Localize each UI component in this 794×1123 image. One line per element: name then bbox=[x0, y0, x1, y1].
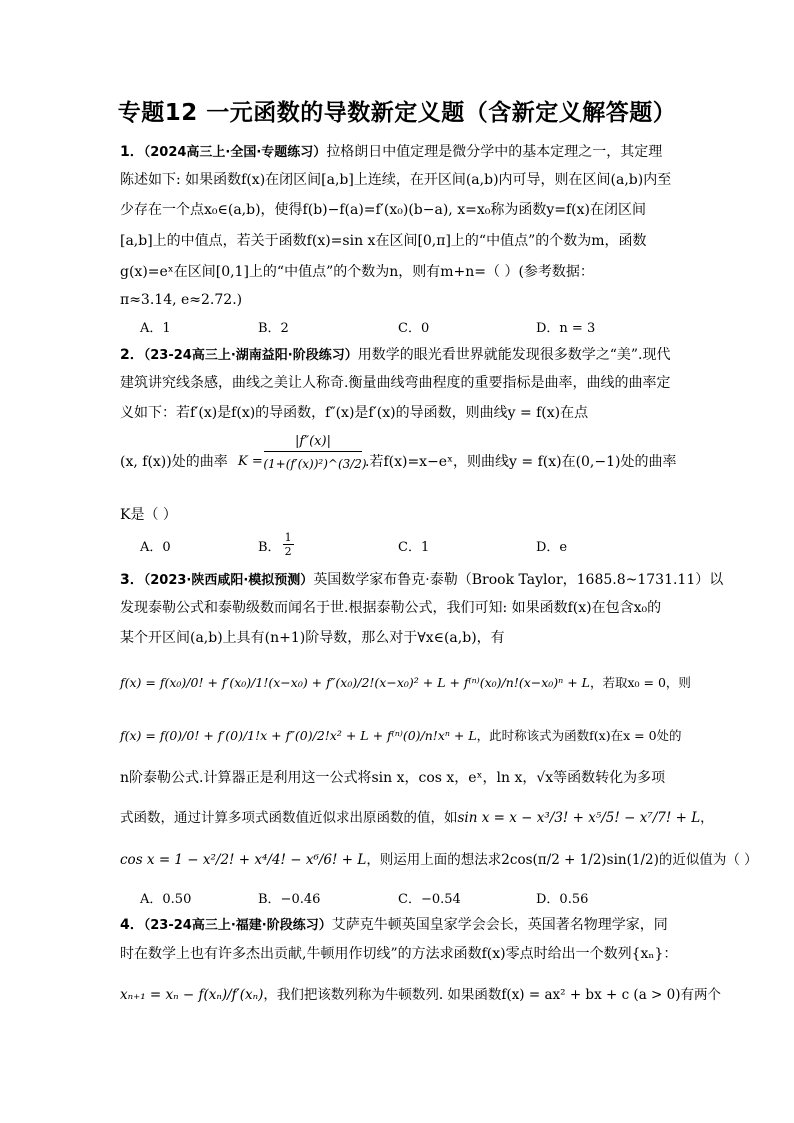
q4-line-2: 时在数学上也有许多杰出贡献,牛顿用作切线”的方法求函数f(x)零点时给出一个数列{xₙ}： bbox=[120, 946, 678, 962]
cos-series: cos x = 1 − x²/2! + x⁴/4! − x⁶/6! + L bbox=[120, 852, 367, 868]
q4-number: 4． bbox=[120, 917, 144, 933]
q2-text-4b: .若f(x)=x−eˣ，则曲线y = f(x)在(0,−1)处的曲率 bbox=[365, 454, 677, 470]
q1-line-5: g(x)=eˣ在区间[0,1]上的“中值点”的个数为n，则有m+n=（ ）(参考数据： bbox=[120, 264, 594, 280]
q1-text-1: 拉格朗日中值定理是微分学中的基本定理之一，其定理 bbox=[326, 144, 663, 160]
q2-number: 2． bbox=[120, 347, 144, 363]
q1-line-6: π≈3.14, e≈2.72.) bbox=[120, 292, 243, 308]
q1-line-4: [a,b]上的中值点，若关于函数f(x)=sin x在区间[0,π]上的“中值点”的个数为m，函数 bbox=[120, 233, 647, 249]
q4-source: （23-24高三上·福建·阶段练习） bbox=[143, 918, 332, 933]
q3-text-5b: ， bbox=[700, 810, 714, 826]
q1-option-d[interactable]: D．n = 3 bbox=[536, 321, 596, 336]
q3-text-6: ，则运用上面的想法求2cos(π/2 + 1/2)sin(1/2)的近似值为（ ） bbox=[366, 852, 758, 868]
q3-line-6 bbox=[120, 850, 758, 870]
q3-formula-1 bbox=[120, 673, 691, 693]
curvature-lhs: K = bbox=[238, 454, 263, 469]
q3-text-5a: 式函数，通过计算多项式函数值近似求出原函数的值，如 bbox=[120, 810, 458, 826]
q3-number: 3． bbox=[120, 572, 144, 588]
q2-option-a[interactable]: A．0 bbox=[140, 540, 171, 555]
newton-iteration: xₙ₊₁ = xₙ − f(xₙ)/f′(xₙ) bbox=[120, 987, 264, 1003]
q3-line-2: 发现泰勒公式和泰勒级数而闻名于世.根据泰勒公式，我们可知: 如果函数f(x)在包含x₀的 bbox=[120, 600, 662, 616]
q2-line-4 bbox=[120, 434, 680, 472]
q1-line-3: 少存在一个点x₀∈(a,b)，使得f(b)−f(a)=f′(x₀)(b−a), x=x₀称为函数y=f(x)在闭区间 bbox=[120, 202, 646, 218]
q3-option-d[interactable]: D．0.56 bbox=[536, 892, 589, 907]
page-title: 专题12 一元函数的导数新定义题（含新定义解答题） bbox=[117, 100, 677, 126]
taylor-formula: f(x) = f(x₀)/0! + f′(x₀)/1!(x−x₀) + f″(x₀)/2!(x−x₀)² + L + f⁽ⁿ⁾(x₀)/n!(x−x₀)ⁿ + L bbox=[120, 675, 590, 690]
q2-option-b-num: 1 bbox=[284, 531, 292, 544]
q4-line-3 bbox=[120, 985, 721, 1005]
q2-option-b-label: B． bbox=[258, 540, 281, 555]
q1-number: 1． bbox=[120, 144, 144, 160]
q1-line-1 bbox=[120, 142, 680, 163]
q2-line-2: 建筑讲究线条感，曲线之美让人称奇.衡量曲线弯曲程度的重要指标是曲率，曲线的曲率定 bbox=[120, 375, 671, 391]
q2-option-b-fraction bbox=[283, 531, 294, 558]
q3-text-1: 英国数学家布鲁克·泰勒（Brook Taylor，1685.8~1731.11）以 bbox=[313, 572, 724, 588]
q2-text-4a: (x, f(x))处的曲率 bbox=[120, 454, 228, 470]
q3-option-c[interactable]: C．−0.54 bbox=[398, 892, 461, 907]
q3-line-5 bbox=[120, 808, 714, 828]
q2-option-d[interactable]: D．e bbox=[536, 540, 568, 555]
q3-line-3: 某个开区间(a,b)上具有(n+1)阶导数，那么对于∀x∈(a,b)，有 bbox=[120, 630, 505, 646]
q1-option-c[interactable]: C．0 bbox=[398, 321, 430, 336]
maclaurin-formula: f(x) = f(0)/0! + f′(0)/1!x + f″(0)/2!x² + L + f⁽ⁿ⁾(0)/n!xⁿ + L bbox=[120, 728, 477, 743]
q1-option-b[interactable]: B．2 bbox=[258, 321, 289, 336]
q4-line-1 bbox=[120, 915, 680, 936]
q1-line-2: 陈述如下: 如果函数f(x)在闭区间[a,b]上连续，在开区间(a,b)内可导，则在区间(a,b)内至 bbox=[120, 172, 672, 188]
q2-source: （23-24高三上·湖南益阳·阶段练习） bbox=[143, 348, 358, 363]
q3-option-a[interactable]: A．0.50 bbox=[140, 892, 192, 907]
curvature-denominator: (1+(f′(x))²)^(3/2) bbox=[263, 457, 367, 471]
q2-option-b[interactable] bbox=[258, 531, 296, 558]
q3-line-4: n阶泰勒公式.计算器正是利用这一公式将sin x，cos x，eˣ，ln x，√x等函数转化为多项 bbox=[120, 770, 666, 786]
q2-option-c[interactable]: C．1 bbox=[398, 540, 430, 555]
q3-option-b[interactable]: B．−0.46 bbox=[258, 892, 321, 907]
q2-line-1 bbox=[120, 345, 680, 366]
curvature-numerator: |f″(x)| bbox=[295, 434, 331, 449]
curvature-fraction-bar bbox=[264, 451, 362, 452]
q2-line-5: K是（ ） bbox=[120, 507, 177, 523]
q4-text-3b: ，我们把该数列称为牛顿数列. 如果函数f(x) = ax² + bx + c (a > 0)有两个 bbox=[263, 987, 721, 1003]
q3-formula-2 bbox=[120, 726, 680, 746]
sin-series: sin x = x − x³/3! + x⁵/5! − x⁷/7! + L bbox=[457, 810, 701, 826]
q2-option-b-den: 2 bbox=[284, 545, 292, 558]
q3-formula-1-tail: ，若取x₀ = 0，则 bbox=[589, 675, 691, 690]
q3-formula-2-tail: ，此时称该式为函数f(x)在x = 0处的 bbox=[476, 728, 682, 743]
q2-options bbox=[140, 531, 700, 558]
q2-line-3: 义如下：若f′(x)是f(x)的导函数，f″(x)是f′(x)的导函数，则曲线y = f(x)在点 bbox=[120, 405, 589, 421]
q1-option-a[interactable]: A．1 bbox=[140, 321, 171, 336]
q2-text-1: 用数学的眼光看世界就能发现很多数学之“美”.现代 bbox=[357, 347, 671, 363]
q1-options bbox=[140, 317, 700, 337]
q3-source: （2023·陕西咸阳·模拟预测） bbox=[143, 573, 314, 588]
q3-line-1 bbox=[120, 570, 724, 591]
q3-options bbox=[140, 888, 700, 908]
q1-source: （2024高三上·全国·专题练习） bbox=[143, 145, 327, 160]
q4-text-1: 艾萨克牛顿英国皇家学会会长，英国著名物理学家，同 bbox=[331, 917, 668, 933]
